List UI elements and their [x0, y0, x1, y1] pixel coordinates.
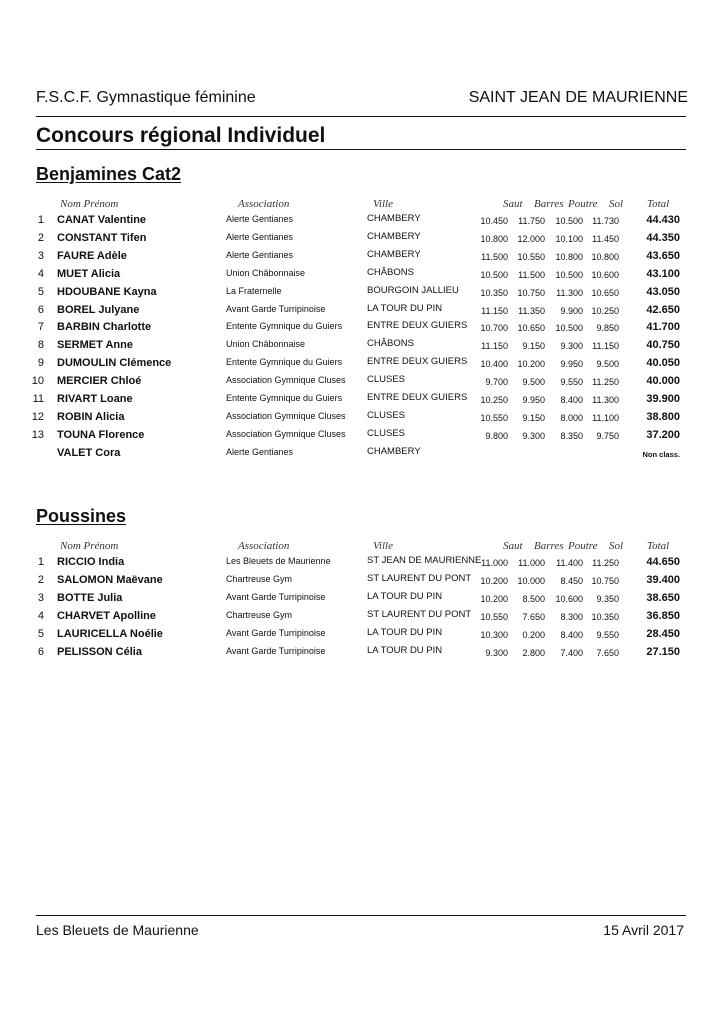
column-header-total: Total: [647, 540, 670, 552]
score-sol: 11.150: [592, 341, 619, 352]
score-barres: 9.950: [522, 395, 545, 405]
footer-club: Les Bleuets de Maurienne: [36, 922, 199, 938]
athlete-name: SALOMON Maëvane: [57, 573, 163, 586]
total-score: 43.050: [646, 285, 680, 298]
footer-date: 15 Avril 2017: [603, 922, 684, 938]
score-barres: 2.800: [522, 647, 545, 658]
score-poutre: 7.400: [560, 647, 583, 658]
column-header-barres: Barres: [534, 540, 564, 552]
total-score: 40.000: [646, 375, 680, 388]
ville-cell: CHAMBERY: [367, 230, 421, 242]
score-saut: 11.150: [481, 305, 508, 316]
score-barres: 10.200: [517, 359, 545, 370]
ville-cell: CLUSES: [367, 409, 406, 421]
ville-cell: ST JEAN DE MAURIENNE: [367, 555, 482, 566]
athlete-name: BOTTE Julia: [57, 591, 123, 604]
rank-cell: 7: [37, 321, 44, 334]
score-sol: 10.650: [591, 287, 619, 298]
score-sol: 7.650: [596, 647, 619, 658]
rank-cell: 6: [37, 645, 44, 658]
table-row: [0, 250, 724, 268]
column-header-sol: Sol: [609, 198, 624, 210]
table-row: [0, 628, 724, 646]
table-row: [0, 286, 724, 304]
association-cell: Entente Gymnique du Guiers: [226, 321, 343, 332]
total-score: 44.350: [646, 231, 680, 244]
ville-cell: LA TOUR DU PIN: [367, 626, 443, 638]
score-poutre: 8.300: [560, 611, 583, 622]
score-saut: 10.250: [480, 395, 508, 405]
association-cell: Avant Garde Turripinoise: [226, 303, 326, 314]
association-cell: Chartreuse Gym: [226, 609, 293, 620]
athlete-name: MERCIER Chloé: [57, 375, 142, 388]
score-barres: 10.650: [517, 323, 545, 334]
association-cell: Association Gymnique Cluses: [226, 375, 346, 386]
ville-cell: ST LAURENT DU PONT: [367, 608, 472, 620]
table-row: [0, 447, 724, 465]
table-row: [0, 592, 724, 610]
column-header-ville: Ville: [373, 540, 393, 552]
score-saut: 11.150: [481, 341, 508, 352]
association-cell: Chartreuse Gym: [226, 573, 293, 584]
score-barres: 12.000: [517, 233, 545, 244]
table-row: [0, 357, 724, 375]
score-barres: 10.550: [517, 251, 545, 262]
ville-cell: CHÂBONS: [367, 266, 414, 278]
score-poutre: 9.300: [560, 341, 583, 352]
table-row: [0, 268, 724, 286]
score-poutre: 8.000: [560, 412, 583, 423]
rank-cell: 2: [37, 231, 44, 244]
total-score: 41.700: [646, 321, 680, 334]
score-saut: 11.500: [481, 251, 508, 262]
rank-cell: 1: [37, 556, 44, 568]
score-sol: 11.730: [592, 216, 619, 226]
association-cell: Avant Garde Turripinoise: [226, 627, 326, 638]
athlete-name: RIVART Loane: [57, 393, 133, 405]
score-saut: 10.400: [480, 359, 508, 370]
rank-cell: 6: [37, 303, 44, 316]
ville-cell: CHAMBERY: [367, 445, 421, 457]
score-barres: 11.750: [518, 216, 545, 226]
total-score: 44.430: [646, 214, 680, 226]
section-heading: Benjamines Cat2: [36, 164, 182, 184]
score-barres: 8.500: [522, 593, 545, 604]
score-saut: 10.200: [480, 575, 508, 586]
rank-cell: 4: [37, 609, 44, 622]
score-sol: 11.450: [592, 233, 619, 244]
total-score: 38.650: [646, 591, 680, 604]
athlete-name: LAURICELLA Noélie: [57, 627, 163, 640]
table-row: [0, 232, 724, 250]
association-cell: Association Gymnique Cluses: [226, 428, 346, 439]
column-header-association: Association: [238, 540, 290, 552]
score-saut: 9.800: [485, 430, 508, 441]
score-barres: 0.200: [522, 629, 545, 640]
score-saut: 10.550: [480, 412, 508, 423]
association-cell: Les Bleuets de Maurienne: [226, 556, 331, 566]
score-poutre: 11.300: [556, 287, 583, 298]
score-poutre: 10.500: [555, 323, 583, 334]
association-cell: La Fraternelle: [226, 285, 282, 296]
column-header-barres: Barres: [534, 198, 564, 210]
rank-cell: 9: [37, 357, 44, 370]
federation-label: F.S.C.F. Gymnastique féminine: [36, 89, 256, 106]
athlete-name: DUMOULIN Clémence: [57, 357, 172, 370]
score-sol: 11.100: [592, 412, 619, 423]
section-heading: Poussines: [36, 506, 127, 526]
score-sol: 9.500: [596, 359, 619, 370]
association-cell: Union Châbonnaise: [226, 339, 306, 350]
score-poutre: 10.500: [555, 216, 583, 226]
ville-cell: BOURGOIN JALLIEU: [367, 284, 459, 296]
score-sol: 11.250: [592, 558, 619, 568]
score-saut: 10.300: [480, 629, 508, 640]
score-sol: 10.250: [591, 305, 619, 316]
association-cell: Alerte Gentianes: [226, 214, 294, 224]
table-row: [0, 610, 724, 628]
column-header-poutre: Poutre: [568, 540, 598, 552]
score-poutre: 10.800: [555, 251, 583, 262]
athlete-name: MUET Alicia: [57, 267, 121, 280]
athlete-name: CHARVET Apolline: [57, 609, 157, 622]
column-header-name: Nom Prénom: [60, 540, 119, 552]
rank-cell: 1: [37, 214, 44, 226]
total-score: 43.100: [646, 267, 680, 280]
athlete-name: ROBIN Alicia: [57, 410, 125, 423]
association-cell: Union Châbonnaise: [226, 267, 306, 278]
ville-cell: CHAMBERY: [367, 213, 421, 224]
score-sol: 10.750: [591, 575, 619, 586]
athlete-name: HDOUBANE Kayna: [57, 285, 157, 298]
athlete-name: RICCIO India: [57, 556, 125, 568]
score-poutre: 8.400: [560, 395, 583, 405]
rank-cell: 12: [31, 410, 44, 423]
table-row: [0, 339, 724, 357]
total-score: 42.650: [646, 303, 680, 316]
status-badge: Non class.: [642, 449, 680, 459]
association-cell: Alerte Gentianes: [226, 446, 294, 457]
score-sol: 9.350: [596, 593, 619, 604]
score-barres: 11.000: [518, 558, 545, 568]
ville-cell: ST LAURENT DU PONT: [367, 572, 472, 584]
ville-cell: LA TOUR DU PIN: [367, 302, 443, 314]
score-sol: 9.550: [596, 629, 619, 640]
association-cell: Avant Garde Turripinoise: [226, 645, 326, 656]
header-divider: [36, 116, 686, 117]
score-barres: 10.750: [517, 287, 545, 298]
athlete-name: FAURE Adèle: [57, 249, 127, 262]
total-score: 40.050: [646, 357, 680, 370]
total-score: 27.150: [646, 645, 680, 658]
score-sol: 11.250: [592, 377, 619, 388]
table-row: [0, 321, 724, 339]
score-sol: 11.300: [592, 395, 619, 405]
athlete-name: VALET Cora: [57, 446, 121, 459]
score-barres: 9.150: [522, 412, 545, 423]
score-poutre: 10.600: [555, 593, 583, 604]
association-cell: Entente Gymnique du Guiers: [226, 357, 343, 368]
column-header-saut: Saut: [503, 540, 523, 552]
table-row: [0, 429, 724, 447]
column-header-total: Total: [647, 198, 670, 210]
score-saut: 10.450: [480, 216, 508, 226]
ville-cell: CHAMBERY: [367, 248, 421, 260]
ville-cell: ENTRE DEUX GUIERS: [367, 320, 468, 332]
score-saut: 10.200: [480, 593, 508, 604]
score-saut: 10.550: [480, 611, 508, 622]
score-poutre: 8.400: [560, 629, 583, 640]
association-cell: Avant Garde Turripinoise: [226, 591, 326, 602]
rank-cell: 5: [37, 627, 44, 640]
column-header-saut: Saut: [503, 198, 523, 210]
score-barres: 9.300: [522, 430, 545, 441]
ville-cell: ENTRE DEUX GUIERS: [367, 392, 468, 403]
rank-cell: 4: [37, 267, 44, 280]
ville-cell: CLUSES: [367, 374, 406, 386]
ville-cell: LA TOUR DU PIN: [367, 590, 443, 602]
location-label: SAINT JEAN DE MAURIENNE: [468, 89, 688, 106]
total-score: 37.200: [646, 428, 680, 441]
rank-cell: 5: [37, 285, 44, 298]
total-score: 38.800: [646, 410, 680, 423]
rank-cell: 10: [31, 375, 44, 388]
score-saut: 10.500: [480, 269, 508, 280]
total-score: 40.750: [646, 339, 680, 352]
score-poutre: 9.550: [560, 377, 583, 388]
score-barres: 7.650: [522, 611, 545, 622]
score-sol: 10.350: [591, 611, 619, 622]
score-poutre: 9.950: [560, 359, 583, 370]
total-score: 39.900: [646, 393, 680, 405]
table-row: [0, 393, 724, 411]
total-score: 36.850: [646, 609, 680, 622]
column-header-poutre: Poutre: [568, 198, 598, 210]
rank-cell: 8: [37, 339, 44, 352]
association-cell: Alerte Gentianes: [226, 249, 294, 260]
column-header-ville: Ville: [373, 198, 393, 210]
table-row: [0, 375, 724, 393]
score-sol: 9.750: [596, 430, 619, 441]
score-poutre: 10.100: [555, 233, 583, 244]
athlete-name: TOUNA Florence: [57, 428, 145, 441]
score-saut: 11.000: [481, 558, 508, 568]
score-barres: 9.500: [522, 377, 545, 388]
ville-cell: CLUSES: [367, 427, 406, 439]
score-saut: 9.300: [485, 647, 508, 658]
score-sol: 10.600: [591, 269, 619, 280]
total-score: 28.450: [646, 627, 680, 640]
score-poutre: 11.400: [556, 558, 583, 568]
athlete-name: CONSTANT Tifen: [57, 231, 147, 244]
association-cell: Entente Gymnique du Guiers: [226, 393, 343, 403]
total-score: 43.650: [646, 249, 680, 262]
score-barres: 9.150: [522, 341, 545, 352]
column-header-name: Nom Prénom: [60, 198, 119, 210]
table-row: [0, 411, 724, 429]
table-row: [0, 214, 724, 232]
table-row: [0, 574, 724, 592]
athlete-name: CANAT Valentine: [57, 214, 147, 226]
athlete-name: BARBIN Charlotte: [57, 321, 152, 334]
score-saut: 10.350: [480, 287, 508, 298]
table-row: [0, 304, 724, 322]
ville-cell: ENTRE DEUX GUIERS: [367, 356, 468, 368]
score-barres: 10.000: [517, 575, 545, 586]
rank-cell: 3: [37, 249, 44, 262]
athlete-name: BOREL Julyane: [57, 303, 140, 316]
score-barres: 11.500: [518, 269, 545, 280]
column-header-sol: Sol: [609, 540, 624, 552]
score-poutre: 10.500: [555, 269, 583, 280]
rank-cell: 11: [32, 393, 44, 405]
athlete-name: PELISSON Célia: [57, 645, 142, 658]
score-poutre: 8.350: [560, 430, 583, 441]
athlete-name: SERMET Anne: [57, 339, 133, 352]
ville-cell: CHÂBONS: [367, 338, 414, 350]
rank-cell: 13: [31, 428, 44, 441]
score-poutre: 8.450: [560, 575, 583, 586]
score-sol: 10.800: [591, 251, 619, 262]
rank-cell: 3: [37, 591, 44, 604]
column-header-association: Association: [238, 198, 290, 210]
table-row: [0, 556, 724, 574]
association-cell: Alerte Gentianes: [226, 231, 294, 242]
score-saut: 10.800: [480, 233, 508, 244]
total-score: 44.650: [646, 556, 680, 568]
association-cell: Association Gymnique Cluses: [226, 410, 346, 421]
footer-divider: [36, 915, 686, 916]
score-saut: 9.700: [485, 377, 508, 388]
score-poutre: 9.900: [560, 305, 583, 316]
ville-cell: LA TOUR DU PIN: [367, 644, 443, 656]
rank-cell: 2: [37, 573, 44, 586]
table-row: [0, 646, 724, 664]
score-saut: 10.700: [480, 323, 508, 334]
page-title: Concours régional Individuel: [36, 124, 326, 147]
title-divider: [36, 149, 686, 150]
score-barres: 11.350: [518, 305, 545, 316]
score-sol: 9.850: [596, 323, 619, 334]
total-score: 39.400: [646, 573, 680, 586]
